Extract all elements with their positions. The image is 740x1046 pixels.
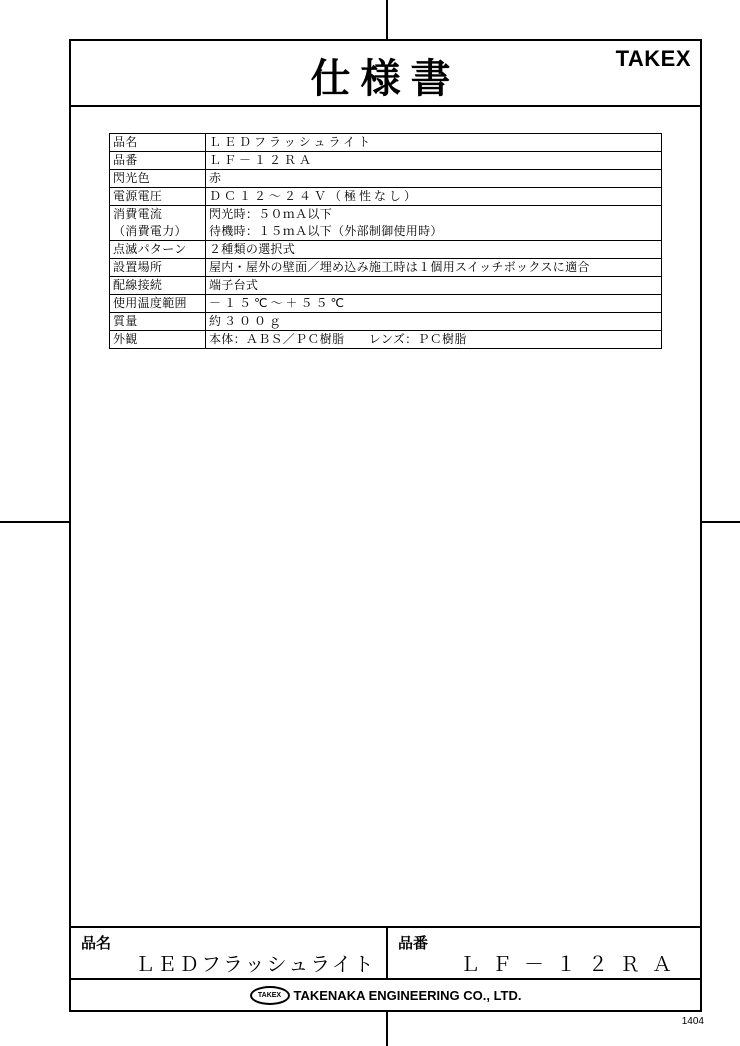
product-name-cell bbox=[71, 928, 388, 978]
spec-label: 外観 bbox=[110, 331, 206, 349]
spec-sheet bbox=[69, 39, 702, 1012]
sheet-header bbox=[71, 41, 700, 107]
model-number-value: ＬＦ－１２ＲＡ bbox=[460, 952, 684, 976]
table-row bbox=[110, 241, 662, 259]
spec-value: 本体：ＡＢＳ／ＰＣ樹脂 レンズ：ＰＣ樹脂 bbox=[206, 331, 662, 349]
spec-value: －１５℃～＋５５℃ bbox=[206, 295, 662, 313]
spec-value bbox=[206, 206, 662, 241]
spec-label: 品名 bbox=[110, 134, 206, 152]
spec-value: 端子台式 bbox=[206, 277, 662, 295]
title-block-row bbox=[71, 928, 700, 980]
table-row bbox=[110, 188, 662, 206]
product-name-value: ＬＥＤフラッシュライト bbox=[135, 952, 376, 976]
table-row bbox=[110, 277, 662, 295]
spec-label-line2: （消費電力） bbox=[113, 224, 187, 238]
spec-label: 配線接続 bbox=[110, 277, 206, 295]
product-name-label: 品名 bbox=[81, 934, 112, 952]
model-number-cell bbox=[388, 928, 700, 978]
table-row bbox=[110, 295, 662, 313]
spec-label: 使用温度範囲 bbox=[110, 295, 206, 313]
spec-label: 電源電圧 bbox=[110, 188, 206, 206]
crop-mark-bottom bbox=[386, 1012, 388, 1046]
document-title: 仕様書 bbox=[310, 55, 461, 102]
crop-mark-right bbox=[702, 521, 740, 523]
spec-value: ＤＣ１２～２４Ｖ（極性なし） bbox=[206, 188, 662, 206]
table-row bbox=[110, 313, 662, 331]
brand-logo: TAKEX bbox=[615, 46, 691, 71]
spec-label: 品番 bbox=[110, 152, 206, 170]
spec-label: 質量 bbox=[110, 313, 206, 331]
spec-label-line1: 消費電流 bbox=[113, 207, 163, 221]
spec-label bbox=[110, 206, 206, 241]
spec-label: 点滅パターン bbox=[110, 241, 206, 259]
model-number-label: 品番 bbox=[398, 934, 429, 952]
spec-value-line2: 待機時：１５ｍＡ以下（外部制御使用時） bbox=[209, 224, 443, 238]
spec-table bbox=[109, 133, 662, 349]
spec-value: 屋内・屋外の壁面／埋め込み施工時は１個用スイッチボックスに適合 bbox=[206, 259, 662, 277]
spec-label: 閃光色 bbox=[110, 170, 206, 188]
spec-value: 赤 bbox=[206, 170, 662, 188]
spec-value: ２種類の選択式 bbox=[206, 241, 662, 259]
spec-label: 設置場所 bbox=[110, 259, 206, 277]
table-row bbox=[110, 206, 662, 241]
table-row bbox=[110, 331, 662, 349]
table-row bbox=[110, 152, 662, 170]
spec-value: 約３００ｇ bbox=[206, 313, 662, 331]
table-row bbox=[110, 259, 662, 277]
table-row bbox=[110, 134, 662, 152]
spec-value: ＬＦ－１２ＲＡ bbox=[206, 152, 662, 170]
document-code: 1404 bbox=[681, 1016, 704, 1027]
company-logo: TAKEX bbox=[250, 986, 290, 1005]
spec-value-line1: 閃光時：５０ｍＡ以下 bbox=[209, 207, 333, 221]
company-bar bbox=[71, 980, 700, 1010]
title-block bbox=[71, 926, 700, 1010]
crop-mark-top bbox=[386, 0, 388, 39]
company-name: TAKENAKA ENGINEERING CO., LTD. bbox=[293, 987, 522, 1003]
spec-value: ＬＥＤフラッシュライト bbox=[206, 134, 662, 152]
crop-mark-left bbox=[0, 521, 69, 523]
table-row bbox=[110, 170, 662, 188]
